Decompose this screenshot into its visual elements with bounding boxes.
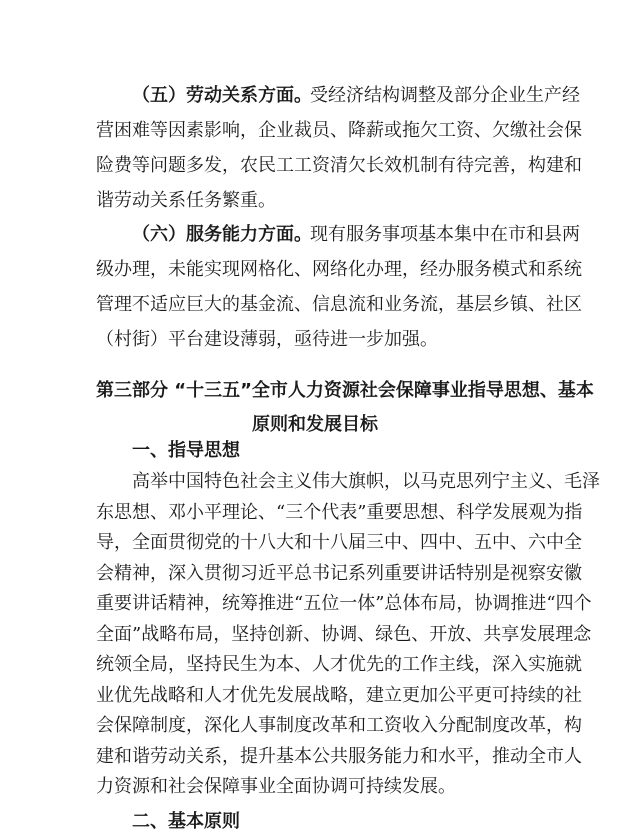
guiding-text: 统领全局，坚持民生为本、人才优先的工作主线，深入实施就 [96,654,582,675]
guiding-text: 会精神，深入贯彻习近平总书记系列重要讲话特别是视察安徽 [96,562,582,584]
sec6-heading: （六）服务能力方面。 [132,224,312,245]
part3-title: 原则和发展目标 [252,414,378,435]
sec6-text: 现有服务事项基本集中在市和县两 [310,224,580,245]
guiding-text: 导，全面贯彻党的十八大和十八届三中、四中、五中、六中全 [96,532,582,553]
sec5-heading: （五）劳动关系方面。 [132,85,312,106]
principles-heading: 二、基本原则 [132,810,240,832]
guiding-text: 会保障制度，深化人事制度改革和工资收入分配制度改革，构 [96,715,582,736]
sec6-text: 管理不适应巨大的基金流、信息流和业务流，基层乡镇、社区 [96,294,582,315]
sec5-text: 营困难等因素影响，企业裁员、降薪或拖欠工资、欠缴社会保 [96,120,582,141]
sec5-text: 谐劳动关系任务繁重。 [96,190,276,211]
sec5-text: 险费等问题多发，农民工工资清欠长效机制有待完善，构建和 [96,155,582,176]
guiding-text: 力资源和社会保障事业全面协调可持续发展。 [96,776,456,797]
guiding-text: 重要讲话精神，统筹推进“五位一体”总体布局，协调推进“四个 [96,593,592,614]
guiding-heading: 一、指导思想 [132,440,240,461]
sec6-text: （村街）平台建设薄弱，亟待进一步加强。 [96,329,438,350]
part3-title: 第三部分 “十三五”全市人力资源社会保障事业指导思想、基本 [96,380,594,401]
guiding-text: 东思想、邓小平理论、“三个代表”重要思想、科学发展观为指 [96,501,583,523]
guiding-text: 业优先战略和人才优先发展战略，建立更加公平更可持续的社 [96,684,582,706]
guiding-text: 建和谐劳动关系，提升基本公共服务能力和水平，推动全市人 [96,745,582,767]
guiding-text: 全面”战略布局，坚持创新、协调、绿色、开放、共享发展理念 [96,623,592,645]
sec5-text: 受经济结构调整及部分企业生产经 [310,85,580,106]
sec6-text: 级办理，未能实现网格化、网络化办理，经办服务模式和系统 [96,259,582,280]
guiding-text: 高举中国特色社会主义伟大旗帜，以马克思列宁主义、毛泽 [132,471,600,492]
